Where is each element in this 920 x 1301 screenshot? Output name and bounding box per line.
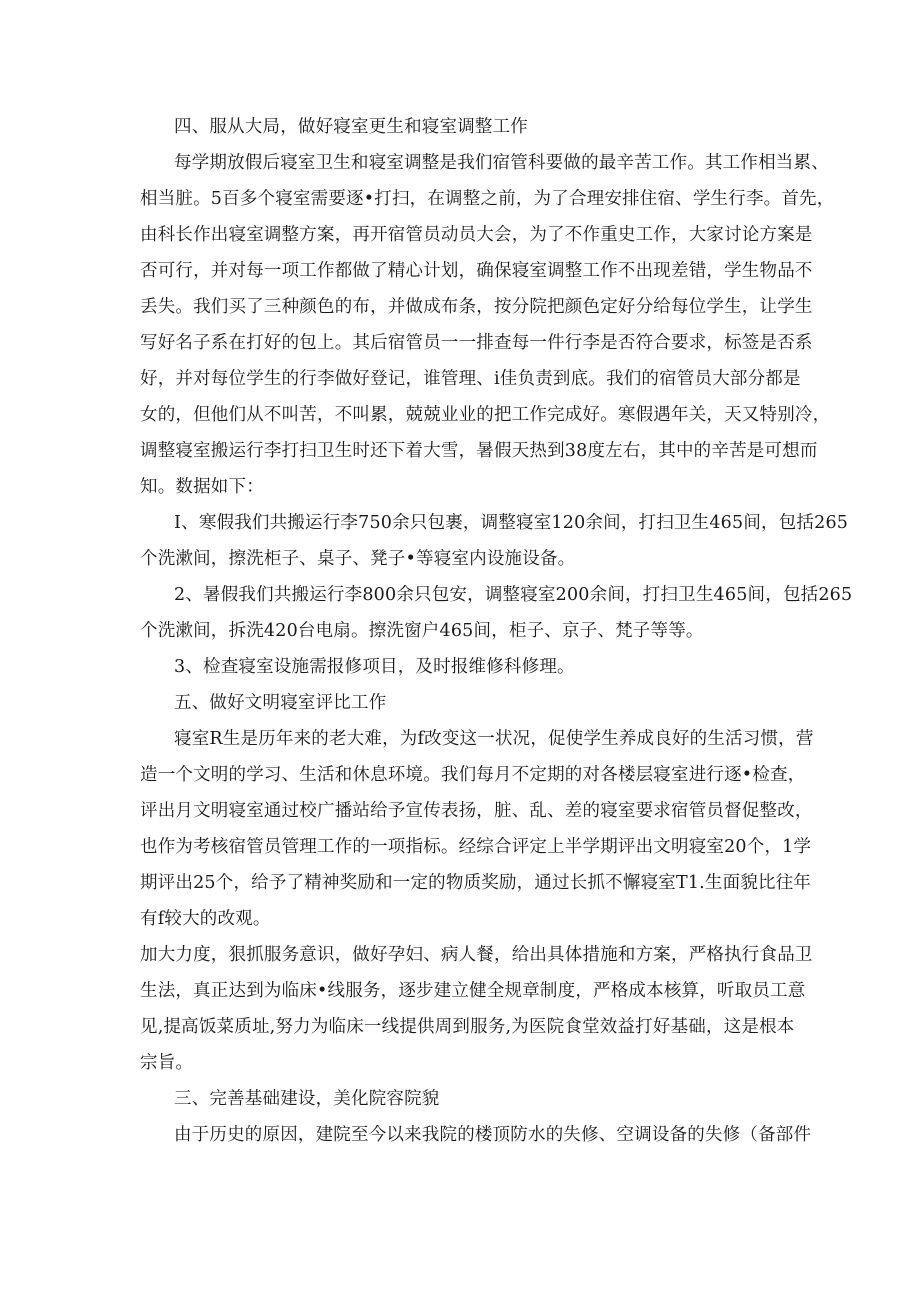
paragraph-line: 评出月文明寝室通过校广播站给予宣传表扬，脏、乱、差的寝室要求宿管员督促整改， bbox=[140, 801, 813, 821]
paragraph-line: 知。数据如下： bbox=[140, 477, 264, 497]
paragraph-line: 宗旨。 bbox=[140, 1053, 194, 1073]
paragraph-line: 加大力度，狠抓服务意识，做好孕妇、病人餐，给出具体措施和方案，严格执行食品卫 bbox=[140, 945, 813, 965]
paragraph-line: 生法，真正达到为临床•线服务，逐步建立健全规章制度，严格成本核算，听取员工意 bbox=[140, 981, 806, 1001]
paragraph-line: 寝室R生是历年来的老大难，为f改变这一状况，促使学生养成良好的生活习惯，营 bbox=[174, 729, 814, 749]
paragraph-line: 造一个文明的学习、生活和休息环境。我们每月不定期的对各楼层寝室进行逐•检查， bbox=[140, 765, 806, 785]
paragraph-line: 见,提高饭菜质址,努力为临床一线提供周到服务,为医院食堂效益打好基础，这是根本 bbox=[140, 1017, 795, 1037]
section-5-heading: 五、做好文明寝室评比工作 bbox=[174, 693, 387, 713]
list-item-2-line: 个洗漱间，拆洗420台电扇。擦洗窗户465间，柜子、京子、梵子等等。 bbox=[140, 621, 704, 641]
paragraph-line: 由于历史的原因，建院至今以来我院的楼顶防水的失修、空调设备的失修（备部件 bbox=[174, 1125, 812, 1145]
paragraph-line: 期评出25个，给予了精神奖励和一定的物质奖励，通过长抓不懈寝室T1.生面貌比往年 bbox=[140, 873, 812, 893]
paragraph-line: 写好名子系在打好的包上。其后宿管员一一排查每一件行李是否符合要求，标签是否系 bbox=[140, 333, 813, 353]
list-item-2-line: 2、暑假我们共搬运行李800余只包安，调整寝室200余间，打扫卫生465间，包括265 bbox=[174, 585, 853, 605]
paragraph-line: 由科长作出寝室调整方案，再开宿管员动员大会，为了不作重史工作，大家讨论方案是 bbox=[140, 225, 813, 245]
list-item-1-line: I、寒假我们共搬运行李750余只包裹，调整寝室120余间，打扫卫生465间，包括265 bbox=[174, 513, 849, 533]
paragraph-line: 否可行，并对每一项工作都做了精心计划，确保寝室调整工作不出现差错，学生物品不 bbox=[140, 261, 813, 281]
paragraph-line: 好，并对每位学生的行李做好登记，谁管理、i佳负责到底。我们的宿管员大部分都是 bbox=[140, 369, 801, 389]
paragraph-line: 也作为考核宿管员管理工作的一项指标。经综合评定上半学期评出文明寝室20个，1学 bbox=[140, 837, 812, 857]
paragraph-line: 女的，但他们从不叫苦，不叫累，兢兢业业的把工作完成好。寒假遇年关，天又特别冷， bbox=[140, 405, 831, 425]
paragraph-line: 相当脏。5百多个寝室需要逐•打扫，在调整之前，为了合理安排住宿、学生行李。首先， bbox=[140, 189, 835, 209]
section-4-heading: 四、服从大局，做好寝室更生和寝室调整工作 bbox=[174, 117, 528, 137]
paragraph-line: 每学期放假后寝室卫生和寝室调整是我们宿管科要做的最辛苦工作。其工作相当累、 bbox=[174, 153, 829, 173]
list-item-1-line: 个洗漱间，擦洗柜子、桌子、凳子•等寝室内设施设备。 bbox=[140, 549, 576, 569]
paragraph-line: 调整寝室搬运行李打扫卫生时还下着大雪，暑假天热到38度左右，其中的辛苦是可想而 bbox=[140, 441, 818, 461]
list-item-3: 3、检查寝室设施需报修项目，及时报维修科修理。 bbox=[174, 657, 575, 677]
section-3-heading: 三、完善基础建设，美化院容院貌 bbox=[174, 1089, 440, 1109]
paragraph-line: 有f较大的改观。 bbox=[140, 909, 271, 929]
paragraph-line: 丢失。我们买了三种颜色的布，并做成布条，按分院把颜色定好分给每位学生，让学生 bbox=[140, 297, 813, 317]
